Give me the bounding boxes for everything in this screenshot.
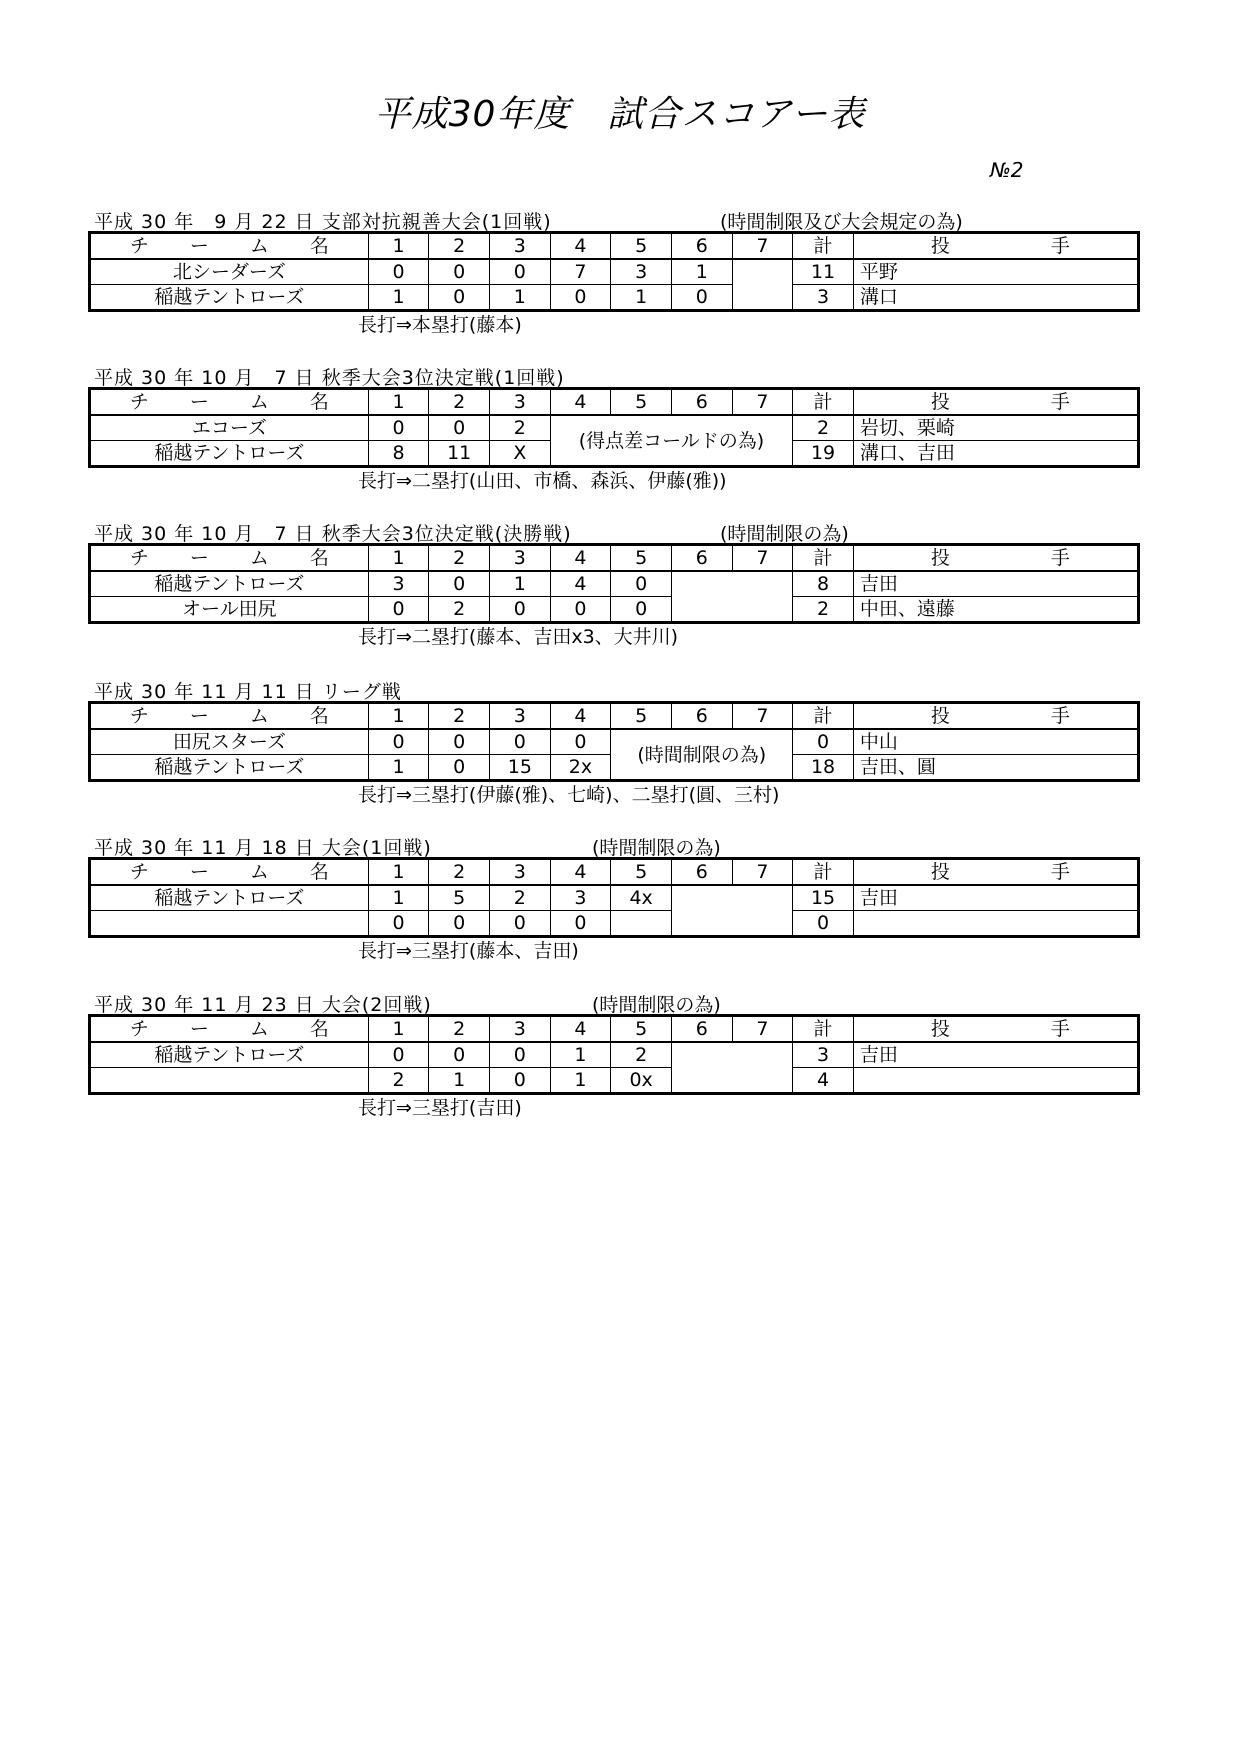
team-name-header-char: ム — [249, 235, 269, 257]
inning-score: 0 — [368, 415, 429, 441]
inning-header: 5 — [611, 859, 672, 886]
long-hits: 長打⇒本塁打(藤本) — [358, 314, 522, 336]
inning-header: 2 — [429, 389, 490, 416]
empty-innings — [671, 885, 792, 937]
inning-score: 1 — [429, 1068, 490, 1094]
inning-header: 5 — [611, 703, 672, 730]
inning-header: 6 — [671, 233, 732, 260]
inning-header: 7 — [732, 859, 793, 886]
team-name — [90, 911, 369, 937]
inning-score: 4 — [550, 571, 611, 597]
game-event: 大会(1回戦) — [321, 837, 432, 859]
inning-score: 4x — [611, 885, 672, 911]
game-date-event — [94, 363, 565, 390]
inning-score: 2 — [490, 415, 551, 441]
pitcher-header-char: 手 — [1050, 1018, 1070, 1040]
game-date-event — [94, 833, 432, 860]
game-date: 平成 30 年 9 月 22 日 — [94, 211, 315, 233]
pitcher-names: 吉田 — [853, 1042, 1138, 1068]
inning-score: 11 — [429, 441, 490, 467]
total-score: 15 — [793, 885, 854, 911]
empty-innings — [671, 571, 792, 623]
inning-header: 6 — [671, 703, 732, 730]
pitcher-header-char: 投 — [930, 705, 950, 727]
team-row — [90, 259, 1139, 285]
team-name-header-char: ー — [189, 391, 209, 413]
pitcher-names: 岩切、栗崎 — [853, 415, 1138, 441]
inning-header: 4 — [550, 703, 611, 730]
long-hits: 長打⇒二塁打(山田、市橋、森浜、伊藤(雅)) — [358, 470, 727, 492]
inning-score: 0 — [611, 571, 672, 597]
team-name-header-char: ム — [249, 547, 269, 569]
game-note: (時間制限の為) — [720, 523, 849, 545]
team-name: エコーズ — [90, 415, 369, 441]
page-title: 平成30年度 試合スコアー表 — [374, 94, 866, 135]
inning-header: 1 — [368, 545, 429, 572]
header-row — [90, 703, 1139, 730]
inning-score: 0 — [429, 1042, 490, 1068]
pitcher-header — [853, 389, 1138, 416]
inning-score: 0 — [550, 911, 611, 937]
team-row — [90, 571, 1139, 597]
team-name-header-char: ー — [189, 1018, 209, 1040]
inning-score: 0 — [368, 1042, 429, 1068]
inning-score: 0 — [550, 729, 611, 755]
inning-score: 0 — [490, 1068, 551, 1094]
pitcher-header — [853, 859, 1138, 886]
inning-score: 2 — [429, 597, 490, 623]
game-end-note: (得点差コールドの為) — [550, 415, 793, 467]
inning-score: 1 — [368, 285, 429, 311]
total-header: 計 — [793, 859, 854, 886]
team-name-header-char: ム — [249, 705, 269, 727]
header-row — [90, 1016, 1139, 1043]
pitcher-header-char: 投 — [930, 235, 950, 257]
total-score: 3 — [793, 1042, 854, 1068]
game-date: 平成 30 年 11 月 18 日 — [94, 837, 315, 859]
inning-header: 6 — [671, 859, 732, 886]
game-header — [88, 990, 1140, 1014]
game-header — [88, 833, 1140, 857]
inning-header: 5 — [611, 545, 672, 572]
total-score: 0 — [793, 729, 854, 755]
game-date-event — [94, 519, 572, 546]
inning-score: 7 — [550, 259, 611, 285]
game-note: (時間制限の為) — [592, 837, 721, 859]
empty-innings — [732, 259, 793, 311]
inning-header: 4 — [550, 233, 611, 260]
inning-header: 4 — [550, 859, 611, 886]
inning-header: 3 — [490, 233, 551, 260]
game-event: 秋季大会3位決定戦(決勝戦) — [321, 523, 572, 545]
inning-score: 1 — [550, 1042, 611, 1068]
team-name-header-char: チ — [129, 391, 149, 413]
inning-score: 5 — [429, 885, 490, 911]
team-name: 稲越テントローズ — [90, 1042, 369, 1068]
inning-header: 7 — [732, 233, 793, 260]
inning-header: 3 — [490, 859, 551, 886]
inning-header: 2 — [429, 703, 490, 730]
inning-score: 0x — [611, 1068, 672, 1094]
team-name: 稲越テントローズ — [90, 441, 369, 467]
team-name-header-char: チ — [129, 705, 149, 727]
inning-score: 2x — [550, 755, 611, 781]
inning-header: 3 — [490, 1016, 551, 1043]
total-score: 0 — [793, 911, 854, 937]
inning-score: 0 — [429, 755, 490, 781]
game-note: (時間制限及び大会規定の為) — [720, 211, 963, 233]
inning-header: 3 — [490, 545, 551, 572]
page-number: №2 — [990, 158, 1024, 182]
long-hits: 長打⇒三塁打(吉田) — [358, 1097, 522, 1119]
team-name-header-char: チ — [129, 235, 149, 257]
game-section — [88, 207, 1140, 338]
team-name-header-char: 名 — [309, 547, 329, 569]
game-event: 支部対抗親善大会(1回戦) — [321, 211, 552, 233]
score-table — [88, 1014, 1140, 1095]
pitcher-header-char: 手 — [1050, 235, 1070, 257]
team-name-header-char: ム — [249, 861, 269, 883]
team-name-header — [90, 233, 369, 260]
team-name-header — [90, 389, 369, 416]
total-score: 3 — [793, 285, 854, 311]
team-name-header — [90, 859, 369, 886]
team-row — [90, 1042, 1139, 1068]
team-name-header — [90, 1016, 369, 1043]
game-date: 平成 30 年 10 月 7 日 — [94, 367, 315, 389]
inning-header: 3 — [490, 389, 551, 416]
team-name-header-char: ー — [189, 235, 209, 257]
game-header — [88, 363, 1140, 387]
inning-score — [611, 911, 672, 937]
game-event: 大会(2回戦) — [321, 994, 432, 1016]
pitcher-header — [853, 545, 1138, 572]
pitcher-header-char: 手 — [1050, 861, 1070, 883]
inning-score: 0 — [490, 729, 551, 755]
inning-header: 5 — [611, 233, 672, 260]
long-hits: 長打⇒三塁打(藤本、吉田) — [358, 940, 579, 962]
pitcher-header — [853, 233, 1138, 260]
team-row — [90, 597, 1139, 623]
inning-score: 2 — [368, 1068, 429, 1094]
inning-score: 0 — [429, 571, 490, 597]
total-score: 2 — [793, 415, 854, 441]
inning-score: 0 — [429, 911, 490, 937]
game-header — [88, 207, 1140, 231]
inning-header: 1 — [368, 859, 429, 886]
inning-header: 5 — [611, 1016, 672, 1043]
inning-score: 0 — [550, 597, 611, 623]
inning-score: 0 — [611, 597, 672, 623]
inning-header: 4 — [550, 1016, 611, 1043]
total-header: 計 — [793, 389, 854, 416]
inning-score: 0 — [368, 911, 429, 937]
pitcher-names: 中田、遠藤 — [853, 597, 1138, 623]
team-name: 稲越テントローズ — [90, 571, 369, 597]
inning-header: 7 — [732, 1016, 793, 1043]
team-name: 稲越テントローズ — [90, 755, 369, 781]
inning-score: 1 — [550, 1068, 611, 1094]
pitcher-names — [853, 911, 1138, 937]
inning-header: 3 — [490, 703, 551, 730]
score-table — [88, 231, 1140, 312]
inning-score: 8 — [368, 441, 429, 467]
empty-innings — [671, 1042, 792, 1094]
game-section — [88, 677, 1140, 808]
game-section — [88, 833, 1140, 964]
inning-score: 3 — [550, 885, 611, 911]
inning-header: 4 — [550, 389, 611, 416]
inning-header: 6 — [671, 1016, 732, 1043]
inning-header: 5 — [611, 389, 672, 416]
team-name-header — [90, 703, 369, 730]
pitcher-names: 吉田 — [853, 885, 1138, 911]
game-date: 平成 30 年 11 月 23 日 — [94, 994, 315, 1016]
inning-score: 1 — [490, 285, 551, 311]
game-note: (時間制限の為) — [592, 994, 721, 1016]
game-header — [88, 519, 1140, 543]
total-header: 計 — [793, 1016, 854, 1043]
inning-score: 3 — [611, 259, 672, 285]
inning-header: 1 — [368, 389, 429, 416]
inning-score: 0 — [429, 729, 490, 755]
team-row — [90, 885, 1139, 911]
total-score: 19 — [793, 441, 854, 467]
header-row — [90, 859, 1139, 886]
team-name-header-char: 名 — [309, 391, 329, 413]
inning-header: 1 — [368, 703, 429, 730]
score-table — [88, 701, 1140, 782]
inning-header: 2 — [429, 859, 490, 886]
inning-score: 2 — [490, 885, 551, 911]
team-name: 稲越テントローズ — [90, 285, 369, 311]
game-header — [88, 677, 1140, 701]
inning-score: X — [490, 441, 551, 467]
inning-score: 0 — [368, 729, 429, 755]
inning-score: 0 — [429, 259, 490, 285]
pitcher-header-char: 手 — [1050, 391, 1070, 413]
score-table — [88, 387, 1140, 468]
inning-score: 1 — [671, 259, 732, 285]
inning-score: 0 — [429, 285, 490, 311]
team-row — [90, 415, 1139, 441]
team-name-header-char: ー — [189, 861, 209, 883]
team-name-header-char: 名 — [309, 861, 329, 883]
total-header: 計 — [793, 703, 854, 730]
pitcher-header-char: 投 — [930, 1018, 950, 1040]
game-date-event — [94, 677, 402, 704]
team-name — [90, 1068, 369, 1094]
inning-header: 7 — [732, 703, 793, 730]
game-end-note: (時間制限の為) — [611, 729, 793, 781]
pitcher-names: 吉田、圓 — [853, 755, 1138, 781]
team-name-header-char: 名 — [309, 1018, 329, 1040]
inning-header: 6 — [671, 545, 732, 572]
inning-score: 0 — [671, 285, 732, 311]
pitcher-header-char: 手 — [1050, 547, 1070, 569]
game-event: 秋季大会3位決定戦(1回戦) — [321, 367, 565, 389]
inning-score: 0 — [490, 597, 551, 623]
team-name-header-char: チ — [129, 1018, 149, 1040]
team-name-header-char: ム — [249, 1018, 269, 1040]
inning-score: 1 — [368, 885, 429, 911]
game-section — [88, 990, 1140, 1121]
pitcher-header-char: 投 — [930, 391, 950, 413]
inning-score: 0 — [490, 259, 551, 285]
team-name: 稲越テントローズ — [90, 885, 369, 911]
inning-header: 4 — [550, 545, 611, 572]
long-hits: 長打⇒三塁打(伊藤(雅)、七崎)、二塁打(圓、三村) — [358, 784, 780, 806]
total-header: 計 — [793, 233, 854, 260]
team-row — [90, 285, 1139, 311]
header-row — [90, 545, 1139, 572]
total-score: 11 — [793, 259, 854, 285]
game-date: 平成 30 年 10 月 7 日 — [94, 523, 315, 545]
inning-score: 1 — [368, 755, 429, 781]
total-score: 18 — [793, 755, 854, 781]
inning-score: 0 — [368, 597, 429, 623]
pitcher-header — [853, 703, 1138, 730]
game-event: リーグ戦 — [321, 681, 402, 703]
inning-header: 1 — [368, 1016, 429, 1043]
inning-header: 2 — [429, 1016, 490, 1043]
pitcher-header — [853, 1016, 1138, 1043]
inning-score: 0 — [429, 415, 490, 441]
team-name-header-char: ー — [189, 705, 209, 727]
pitcher-header-char: 投 — [930, 861, 950, 883]
team-name-header-char: ー — [189, 547, 209, 569]
inning-header: 7 — [732, 389, 793, 416]
team-name-header — [90, 545, 369, 572]
game-section — [88, 519, 1140, 650]
game-date: 平成 30 年 11 月 11 日 — [94, 681, 315, 703]
long-hits: 長打⇒二塁打(藤本、吉田x3、大井川) — [358, 626, 679, 648]
team-row — [90, 911, 1139, 937]
game-section — [88, 363, 1140, 494]
total-score: 4 — [793, 1068, 854, 1094]
total-score: 8 — [793, 571, 854, 597]
pitcher-names: 溝口 — [853, 285, 1138, 311]
inning-header: 6 — [671, 389, 732, 416]
team-row — [90, 1068, 1139, 1094]
header-row — [90, 233, 1139, 260]
pitcher-header-char: 手 — [1050, 705, 1070, 727]
pitcher-names — [853, 1068, 1138, 1094]
pitcher-names: 吉田 — [853, 571, 1138, 597]
team-name: 北シーダーズ — [90, 259, 369, 285]
inning-score: 0 — [490, 911, 551, 937]
inning-score: 2 — [611, 1042, 672, 1068]
inning-score: 1 — [490, 571, 551, 597]
inning-score: 1 — [611, 285, 672, 311]
inning-header: 2 — [429, 233, 490, 260]
team-name-header-char: チ — [129, 547, 149, 569]
team-name: 田尻スターズ — [90, 729, 369, 755]
inning-score: 0 — [368, 259, 429, 285]
inning-score: 0 — [550, 285, 611, 311]
header-row — [90, 389, 1139, 416]
pitcher-names: 溝口、吉田 — [853, 441, 1138, 467]
inning-header: 1 — [368, 233, 429, 260]
inning-header: 7 — [732, 545, 793, 572]
team-name: オール田尻 — [90, 597, 369, 623]
inning-header: 2 — [429, 545, 490, 572]
score-table — [88, 543, 1140, 624]
team-row — [90, 729, 1139, 755]
team-name-header-char: 名 — [309, 235, 329, 257]
inning-score: 15 — [490, 755, 551, 781]
inning-score: 0 — [490, 1042, 551, 1068]
team-name-header-char: チ — [129, 861, 149, 883]
game-date-event — [94, 990, 432, 1017]
inning-score: 3 — [368, 571, 429, 597]
score-table — [88, 857, 1140, 938]
pitcher-header-char: 投 — [930, 547, 950, 569]
total-header: 計 — [793, 545, 854, 572]
team-name-header-char: ム — [249, 391, 269, 413]
pitcher-names: 平野 — [853, 259, 1138, 285]
pitcher-names: 中山 — [853, 729, 1138, 755]
game-date-event — [94, 207, 552, 234]
team-name-header-char: 名 — [309, 705, 329, 727]
total-score: 2 — [793, 597, 854, 623]
